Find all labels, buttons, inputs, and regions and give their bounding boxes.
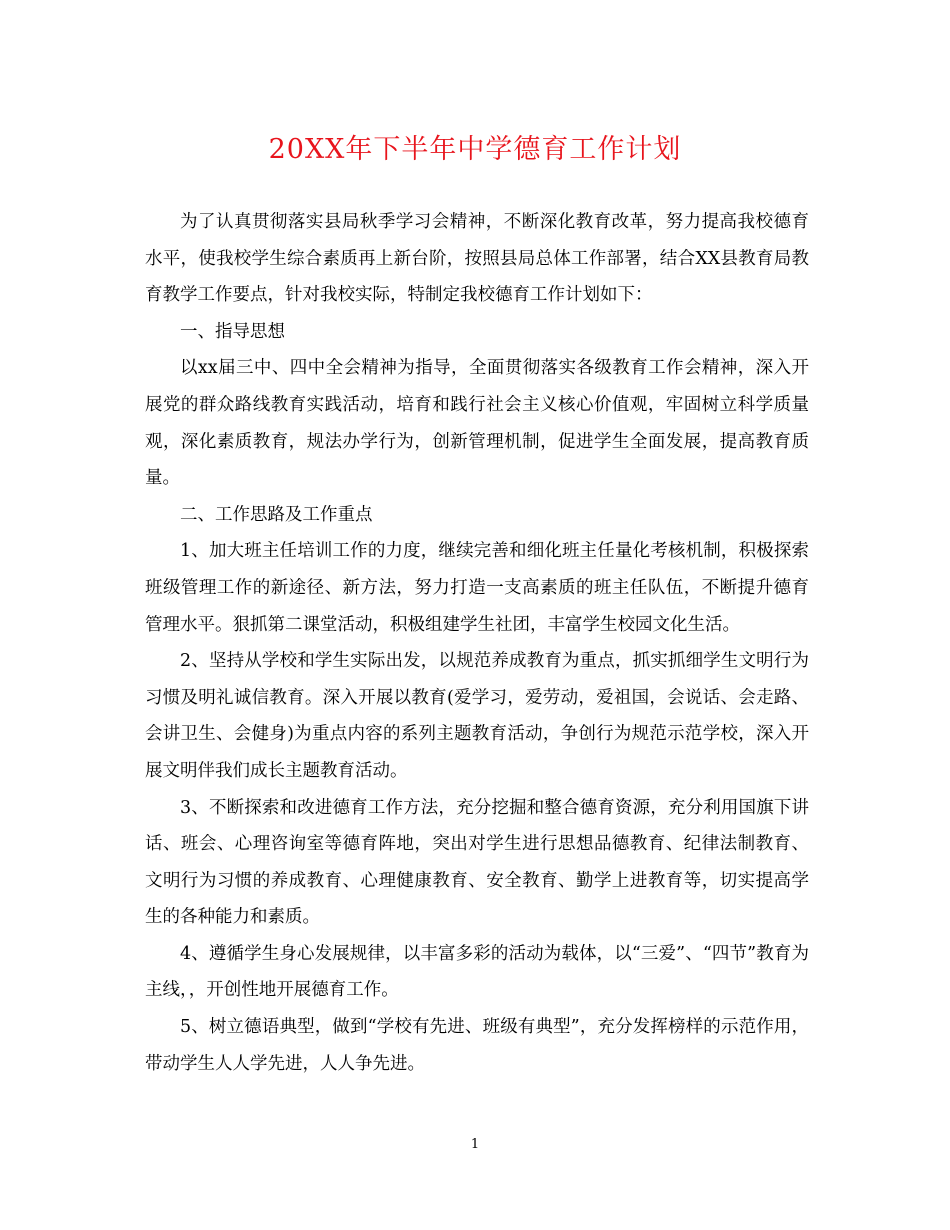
work-item-1: 1、加大班主任培训工作的力度，继续完善和细化班主任量化考核机制，积极探索班级管理工作的新途径、新方法，努力打造一支高素质的班主任队伍，不断提升德育管理水平。狠抓第二课堂活动，积极组建学生社团，丰富学生校园文化生活。 (145, 541, 809, 635)
section-heading-work-focus: 二、工作思路及工作重点 (180, 504, 373, 525)
work-item-2: 2、坚持从学校和学生实际出发，以规范养成教育为重点，抓实抓细学生文明行为习惯及明礼诚信教育。深入开展以教育(爱学习，爱劳动，爱祖国，会说话、会走路、会讲卫生、会健身)为重点内容的系列主题教育活动，争创行为规范示范学校，深入开展文明伴我们成长主题教育活动。 (145, 651, 809, 781)
work-item-5: 5、树立德语典型，做到“学校有先进、班级有典型”，充分发挥榜样的示范作用，带动学生人人学先进，人人争先进。 (145, 1017, 809, 1074)
document-body (145, 204, 809, 1082)
work-item-4: 4、遵循学生身心发展规律，以丰富多彩的活动为载体，以“三爱”、“四节”教育为主线，，开创性地开展德育工作。 (145, 943, 809, 1001)
intro-paragraph: 为了认真贯彻落实县局秋季学习会精神，不断深化教育改革，努力提高我校德育水平，使我校学生综合素质再上新台阶，按照县局总体工作部署，结合XX县教育局教育教学工作要点，针对我校实际，特制定我校德育工作计划如下： (145, 212, 809, 306)
section-heading-guiding-ideology: 一、指导思想 (180, 321, 285, 342)
document-title: 20XX年下半年中学德育工作计划 (268, 134, 682, 165)
page-number: 1 (470, 1137, 480, 1152)
work-item-3: 3、不断探索和改进德育工作方法，充分挖掘和整合德育资源，充分利用国旗下讲话、班会、心理咨询室等德育阵地，突出对学生进行思想品德教育、纪律法制教育、文明行为习惯的养成教育、心理健康教育、安全教育、勤学上进教育等，切实提高学生的各种能力和素质。 (145, 797, 809, 928)
guiding-ideology-paragraph: 以xx届三中、四中全会精神为指导，全面贯彻落实各级教育工作会精神，深入开展党的群众路线教育实践活动，培育和践行社会主义核心价值观，牢固树立科学质量观，深化素质教育，规法办学行为，创新管理机制，促进学生全面发展，提高教育质量。 (145, 358, 809, 489)
